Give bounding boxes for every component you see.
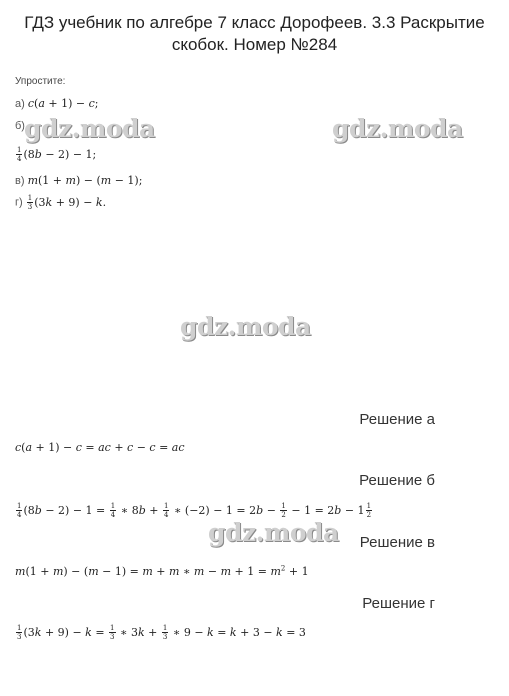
solution-v-expression: m(1 + m) − (m − 1) = m + m ∗ $m - m + 1 = m^2 + 1$ bbox=[15, 564, 309, 578]
watermark-logo: gdz.moda bbox=[24, 114, 155, 143]
task-v bbox=[15, 174, 142, 187]
task-g-label: г) bbox=[15, 196, 23, 209]
page-title bbox=[0, 12, 509, 56]
task-a bbox=[15, 97, 98, 110]
task-v-label: в) bbox=[15, 175, 25, 187]
page-title-line-1: ГДЗ учебник по алгебре 7 класс Дорофеев. 3.3 Раскрытие bbox=[24, 13, 485, 32]
watermark-logo: gdz.moda bbox=[208, 518, 339, 547]
task-b bbox=[15, 146, 96, 163]
task-intro: Упростите: bbox=[15, 76, 66, 87]
solution-a-heading: Решение а bbox=[359, 411, 435, 428]
watermark-logo: gdz.moda bbox=[180, 312, 311, 341]
task-b-expression: $\frac{1}{4}$ (8b − 2) − 1; bbox=[17, 146, 97, 163]
task-a-label: а) bbox=[15, 98, 25, 110]
solution-b-expression: $\frac{1}{4}$ (8b − 2) − 1 = $\frac{1}{4}$ ∗ 8b + $\frac{1}{4}$ ∗ (−2) − 1 = 2b − $\frac{1}{2}$ − 1 = 2b − 1 $\frac{1}{2}$ bbox=[17, 502, 372, 519]
solution-b-heading: Решение б bbox=[359, 472, 435, 489]
solution-g-heading: Решение г bbox=[362, 595, 435, 612]
solution-g-expression: $\frac{1}{3}$ (3k + 9) − k = $\frac{1}{3}$ ∗ 3k + $\frac{1}{3}$ ∗ 9 − k = k + 3 − k = 3 bbox=[17, 624, 306, 641]
solution-a-expression: c(a + 1) − c = ac + c − c = ac bbox=[15, 441, 185, 454]
page-title-line-2: скобок. Номер №284 bbox=[171, 35, 338, 54]
task-g bbox=[15, 194, 106, 211]
task-g-expression: $\frac{1}{3}$ (3k + 9) − k. bbox=[27, 194, 107, 211]
task-v-expression: m(1 + m) − (m − 1); bbox=[27, 174, 143, 187]
watermark-logo: gdz.moda bbox=[332, 114, 463, 143]
task-b-label: б) bbox=[15, 120, 25, 132]
task-a-expression: c(a + 1) − c; bbox=[27, 97, 99, 110]
solution-v-heading: Решение в bbox=[359, 534, 435, 551]
